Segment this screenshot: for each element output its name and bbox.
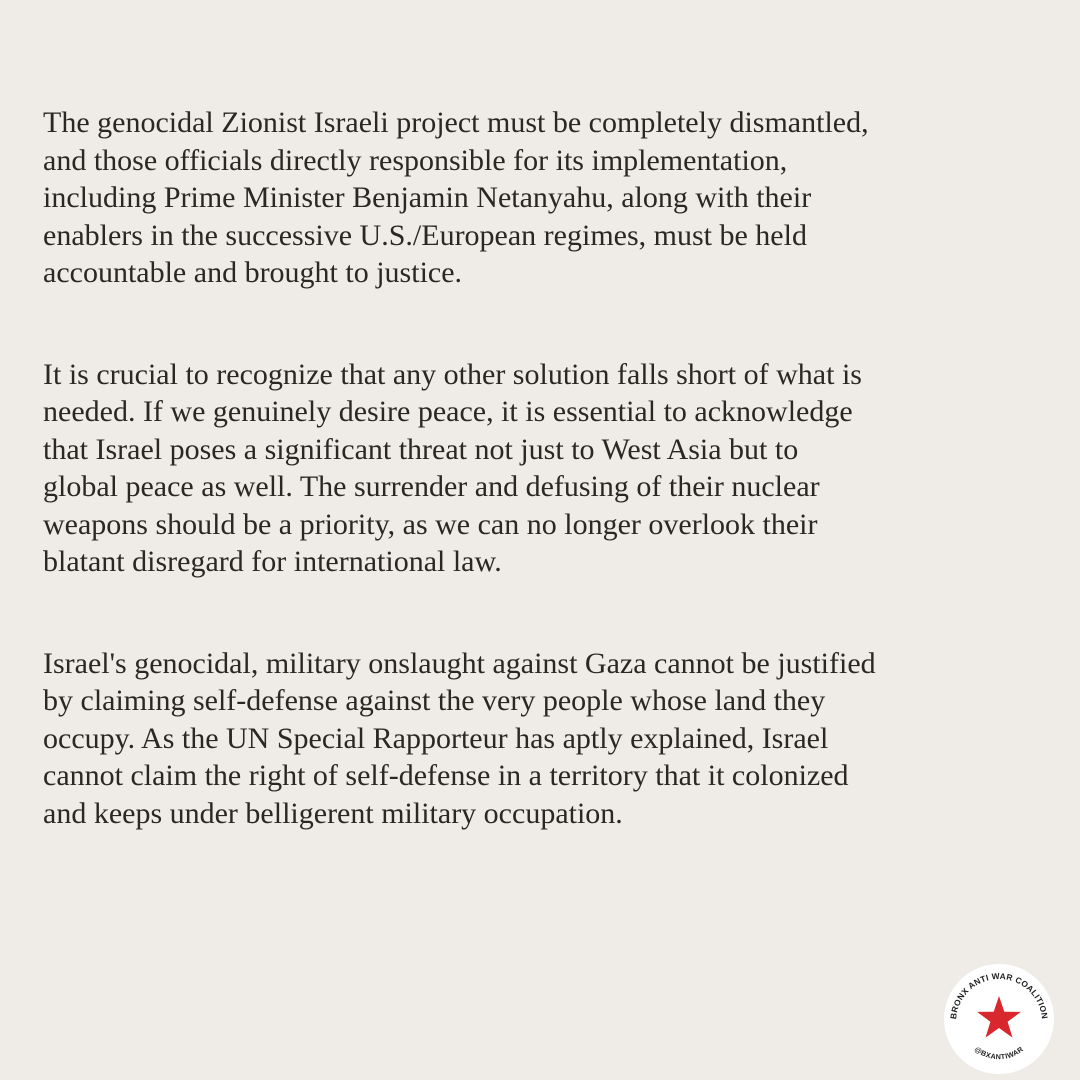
paragraph-line: including Prime Minister Benjamin Netanyahu, along with their: [43, 181, 812, 214]
paragraph-line: that Israel poses a significant threat not just to West Asia but to: [43, 432, 799, 466]
badge-handle: @BXANTIWAR: [973, 1044, 1025, 1062]
coalition-logo-badge: [942, 962, 1056, 1076]
paragraph-line: blatant disregard for international law.: [43, 545, 502, 578]
paragraph-line: needed. If we genuinely desire peace, it is essential to acknowledge: [43, 395, 853, 428]
paragraph-spacer: [43, 292, 1043, 356]
paragraph-line: by claiming self-defense against the very people whose land they: [43, 684, 826, 717]
statement-text: [43, 104, 1043, 832]
paragraph-line: weapons should be a priority, as we can no longer overlook their: [43, 507, 818, 541]
paragraph-line: It is crucial to recognize that any other solution falls short of what is: [43, 357, 862, 391]
paragraph-spacer: [43, 581, 1043, 645]
badge-org-name: BRONX ANTI WAR COALITION: [948, 970, 1050, 1020]
paragraph-line: and keeps under belligerent military occupation.: [43, 796, 623, 830]
paragraph-line: global peace as well. The surrender and defusing of their nuclear: [43, 470, 820, 503]
paragraph-line: and those officials directly responsible for its implementation,: [43, 143, 788, 177]
paragraph-line: enablers in the successive U.S./European regimes, must be held: [43, 218, 807, 252]
paragraph-line: The genocidal Zionist Israeli project must be completely dismantled,: [43, 106, 869, 139]
paragraph-line: cannot claim the right of self-defense in a territory that it colonized: [43, 759, 849, 792]
paragraph-2: [43, 356, 1043, 581]
paragraph-1: [43, 104, 1043, 292]
paragraph-3: [43, 645, 1043, 833]
paragraph-line: occupy. As the UN Special Rapporteur has aptly explained, Israel: [43, 721, 829, 755]
paragraph-line: Israel's genocidal, military onslaught against Gaza cannot be justified: [43, 646, 876, 680]
paragraph-line: accountable and brought to justice.: [43, 256, 463, 289]
coalition-logo: [942, 962, 1056, 1076]
